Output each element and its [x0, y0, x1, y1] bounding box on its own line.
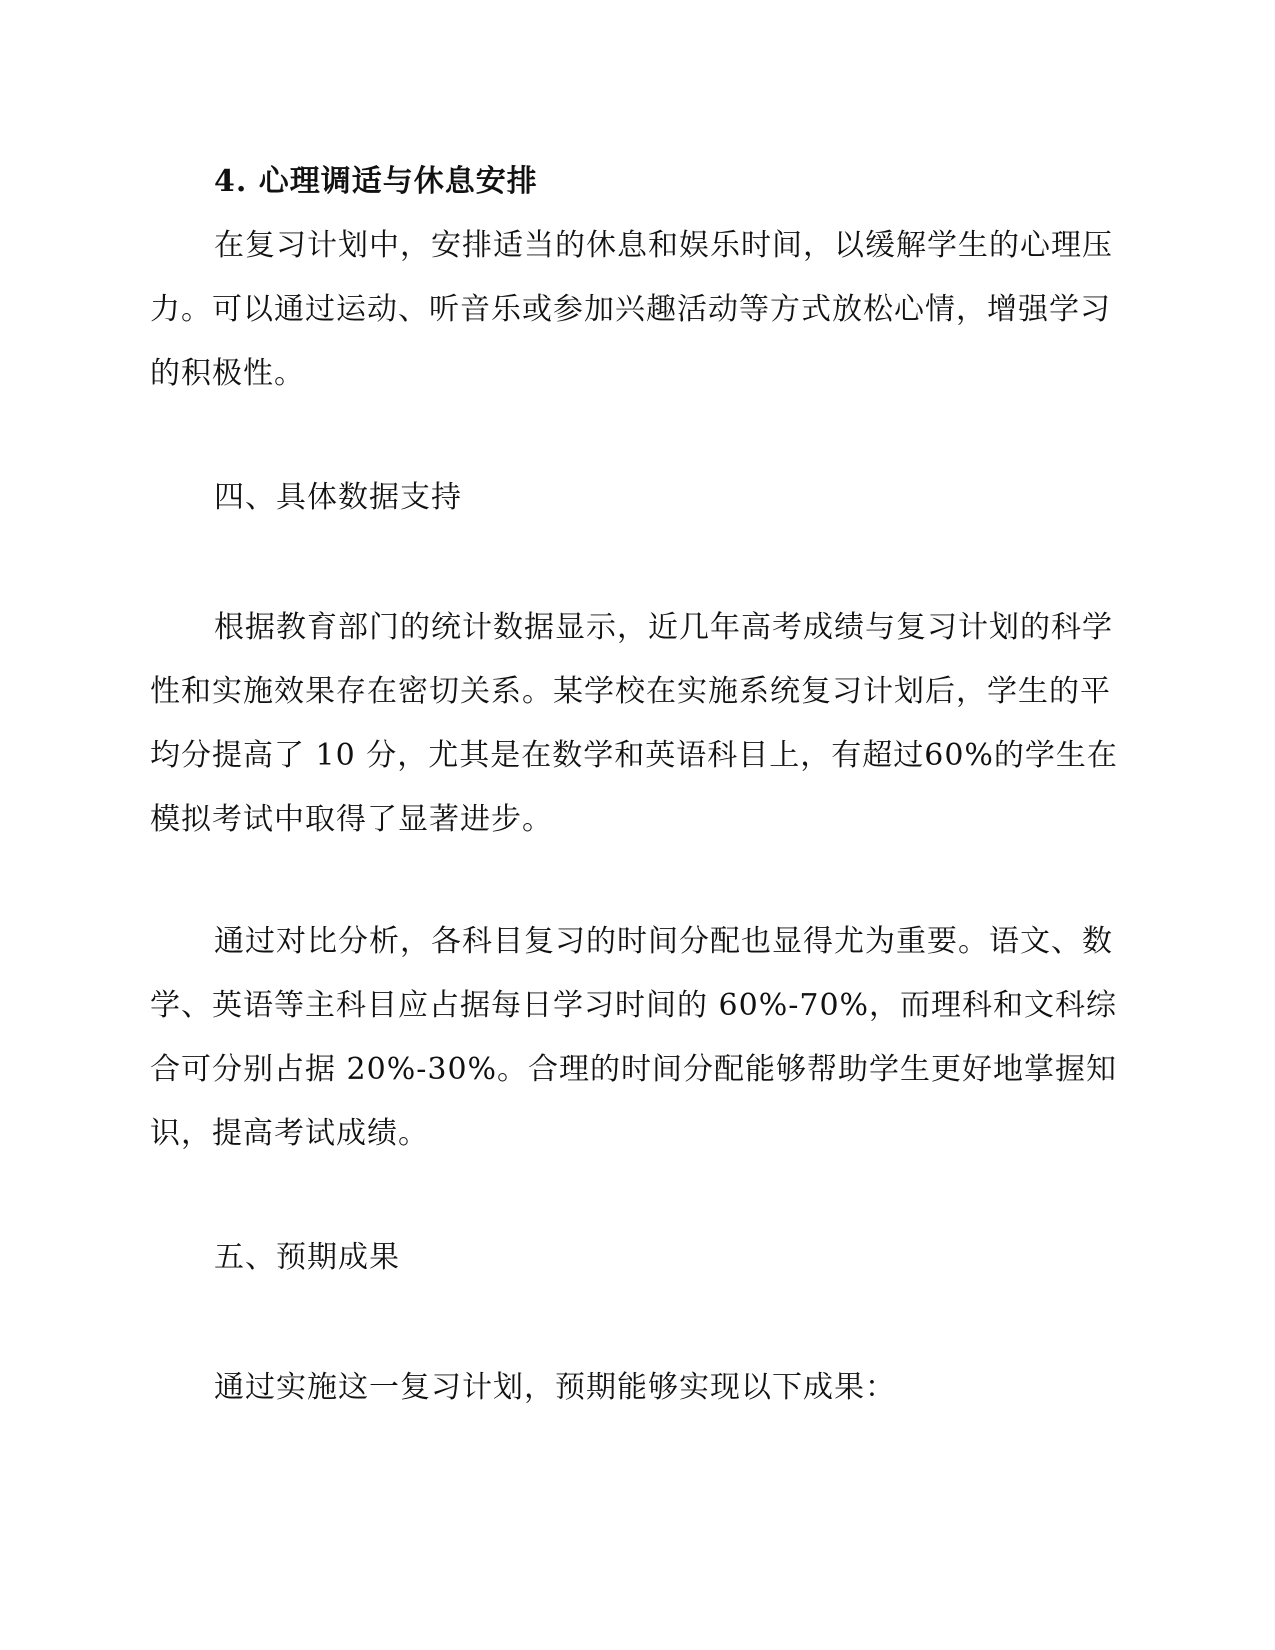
paragraph-expected-results-intro: 通过实施这一复习计划，预期能够实现以下成果：: [214, 1370, 896, 1405]
paragraph-statistics: 根据教育部门的统计数据显示，近几年高考成绩与复习计划的科学性和实施效果存在密切关系。某学校在实施系统复习计划后，学生的平均分提高了 10 分，尤其是在数学和英语科目上，有超过60%的学生在模拟考试中取得了显著进步。: [150, 610, 1118, 837]
paragraph-time-allocation: 通过对比分析，各科目复习的时间分配也显得尤为重要。语文、数学、英语等主科目应占据每日学习时间的 60%-70%，而理科和文科综合可分别占据 20%-30%。合理的时间分配能够帮助学生更好地掌握知识，提高考试成绩。: [150, 924, 1118, 1151]
paragraph-rest-arrangement: 在复习计划中，安排适当的休息和娱乐时间，以缓解学生的心理压力。可以通过运动、听音乐或参加兴趣活动等方式放松心情，增强学习的积极性。: [150, 228, 1113, 391]
subsection-heading: 4. 心理调适与休息安排: [214, 164, 538, 199]
section-heading-expected-results: 五、预期成果: [214, 1240, 400, 1275]
section-heading-data-support: 四、具体数据支持: [214, 480, 462, 515]
